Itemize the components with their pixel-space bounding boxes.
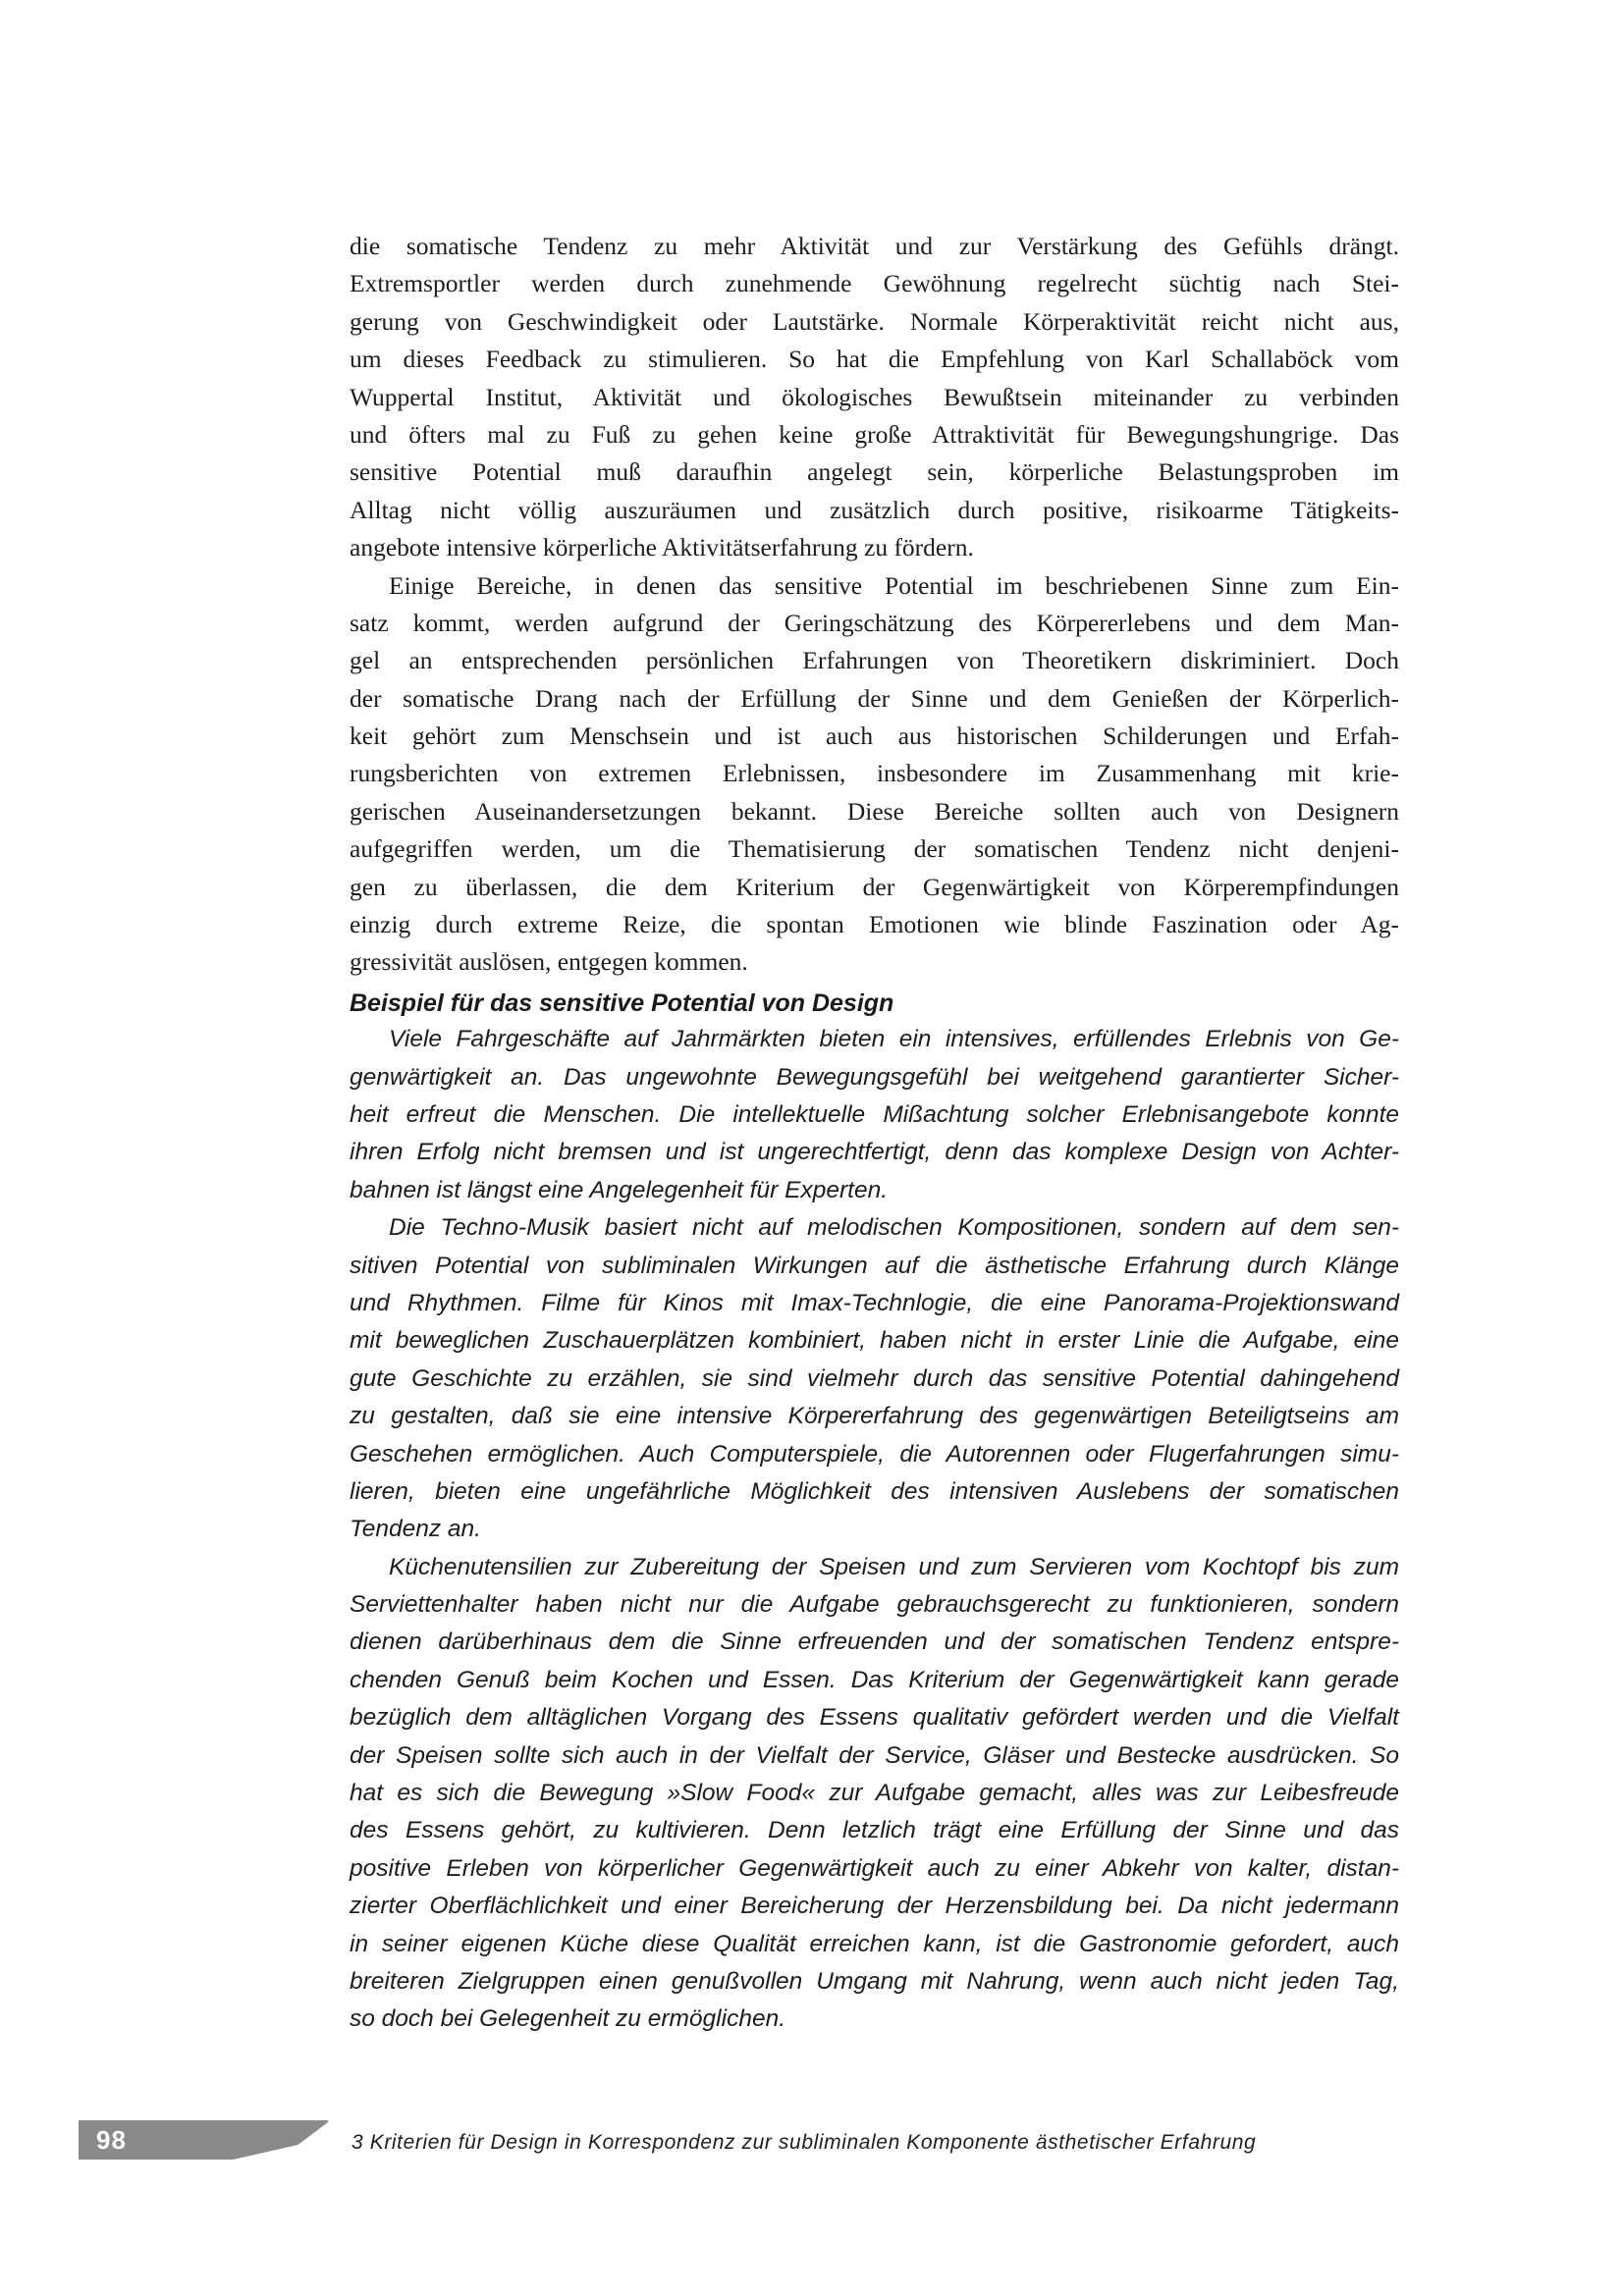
text-line: positive Erleben von körperlicher Gegenwärtigkeit auch zu einer Abkehr von kalter, distan- bbox=[350, 1854, 1399, 1882]
text-line: gerischen Auseinandersetzungen bekannt. Diese Bereiche sollten auch von Designern bbox=[350, 796, 1399, 826]
text-line: der somatische Drang nach der Erfüllung der Sinne und dem Genießen der Körperlich- bbox=[350, 683, 1399, 713]
body-text bbox=[350, 228, 1399, 2039]
text-line: chenden Genuß beim Kochen und Essen. Das Kriterium der Gegenwärtigkeit kann gerade bbox=[350, 1666, 1399, 1693]
text-line: die somatische Tendenz zu mehr Aktivität und zur Verstärkung des Gefühls drängt. bbox=[350, 232, 1399, 260]
text-line: gen zu überlassen, die dem Kriterium der Gegenwärtigkeit von Körperempfindungen bbox=[350, 872, 1399, 901]
example-paragraph bbox=[350, 1549, 1399, 2039]
text-line: zu gestalten, daß sie eine intensive Körpererfahrung des gegenwärtigen Beteiligtseins am bbox=[350, 1403, 1399, 1430]
text-line: aufgegriffen werden, um die Thematisierung der somatischen Tendenz nicht denjeni- bbox=[350, 834, 1399, 864]
text-line: keit gehört zum Menschsein und ist auch aus historischen Schilderungen und Erfah- bbox=[350, 721, 1399, 751]
text-line: dienen darüberhinaus dem die Sinne erfreuenden und der somatischen Tendenz entspre- bbox=[350, 1629, 1399, 1656]
paragraph bbox=[350, 228, 1399, 567]
text-line: angebote intensive körperliche Aktivitätserfahrung zu fördern. bbox=[350, 533, 974, 562]
text-line: einzig durch extreme Reize, die spontan Emotionen wie blinde Faszination oder Ag- bbox=[350, 910, 1399, 939]
text-line: um dieses Feedback zu stimulieren. So hat die Empfehlung von Karl Schallaböck vom bbox=[350, 345, 1399, 374]
text-line: Einige Bereiche, in denen das sensitive Potential im beschriebenen Sinne zum Ein- bbox=[389, 570, 1399, 600]
text-line: bezüglich dem alltäglichen Vorgang des Essens qualitativ gefördert werden und die Vielfalt bbox=[350, 1704, 1399, 1732]
paragraph bbox=[350, 567, 1399, 982]
text-line: genwärtigkeit an. Das ungewohnte Bewegungsgefühl bei weitgehend garantierter Sicher- bbox=[350, 1063, 1399, 1091]
text-line: so doch bei Gelegenheit zu ermöglichen. bbox=[350, 2005, 786, 2033]
text-line: und öfters mal zu Fuß zu gehen keine große Attraktivität für Bewegungshungrige. Das bbox=[350, 419, 1399, 449]
text-line: gressivität auslösen, entgegen kommen. bbox=[350, 947, 748, 977]
text-line: Die Techno-Musik basiert nicht auf melodischen Kompositionen, sondern auf dem sen- bbox=[389, 1214, 1399, 1242]
text-line: bahnen ist längst eine Angelegenheit für Experten. bbox=[350, 1176, 889, 1203]
text-line: Wuppertal Institut, Aktivität und ökologisches Bewußtsein miteinander zu verbinden bbox=[350, 382, 1399, 411]
text-line: lieren, bieten eine ungefährliche Möglichkeit des intensiven Auslebens der somatischen bbox=[350, 1477, 1399, 1505]
text-line: Alltag nicht völlig auszuräumen und zusätzlich durch positive, risikoarme Tätigkeits- bbox=[350, 495, 1399, 524]
text-line: sensitive Potential muß daraufhin angelegt sein, körperliche Belastungsproben im bbox=[350, 457, 1399, 487]
text-line: und Rhythmen. Filme für Kinos mit Imax-Technlogie, die eine Panorama-Projektionswand bbox=[350, 1289, 1399, 1316]
running-footer: 3 Kriterien für Design in Korrespondenz zur subliminalen Komponente ästhetischer Erfahrung bbox=[352, 2131, 1257, 2154]
text-line: zierter Oberflächlichkeit und einer Bereicherung der Herzensbildung bei. Da nicht jedermann bbox=[350, 1893, 1399, 1920]
text-line: ihren Erfolg nicht bremsen und ist ungerechtfertigt, denn das komplexe Design von Achter- bbox=[350, 1139, 1399, 1166]
text-line: satz kommt, werden aufgrund der Geringschätzung des Körpererlebens und dem Man- bbox=[350, 608, 1399, 637]
text-line: breiteren Zielgruppen einen genußvollen Umgang mit Nahrung, wenn auch nicht jeden Tag, bbox=[350, 1967, 1399, 1995]
text-line: hat es sich die Bewegung »Slow Food« zur Aufgabe gemacht, alles was zur Leibesfreude bbox=[350, 1780, 1399, 1807]
page-number: 98 bbox=[96, 2125, 127, 2155]
text-line: rungsberichten von extremen Erlebnissen, insbesondere im Zusammenhang mit krie- bbox=[350, 759, 1399, 788]
text-line: Extremsportler werden durch zunehmende Gewöhnung regelrecht süchtig nach Stei- bbox=[350, 269, 1399, 298]
text-line: des Essens gehört, zu kultivieren. Denn letzlich trägt eine Erfüllung der Sinne und das bbox=[350, 1817, 1399, 1844]
text-line: Serviettenhalter haben nicht nur die Aufgabe gebrauchsgerecht zu funktionieren, sondern bbox=[350, 1591, 1399, 1619]
example-paragraph bbox=[350, 1209, 1399, 1549]
text-line: der Speisen sollte sich auch in der Vielfalt der Service, Gläser und Bestecke ausdrücken. So bbox=[350, 1741, 1399, 1769]
text-line: gerung von Geschwindigkeit oder Lautstärke. Normale Körperaktivität reicht nicht aus, bbox=[350, 306, 1399, 336]
text-line: in seiner eigenen Küche diese Qualität erreichen kann, ist die Gastronomie gefordert, auch bbox=[350, 1930, 1399, 1957]
text-line: Geschehen ermöglichen. Auch Computerspiele, die Autorennen oder Flugerfahrungen simu- bbox=[350, 1440, 1399, 1468]
text-line: heit erfreut die Menschen. Die intellektuelle Mißachtung solcher Erlebnisangebote konnte bbox=[350, 1100, 1399, 1128]
text-line: sitiven Potential von subliminalen Wirkungen auf die ästhetische Erfahrung durch Klänge bbox=[350, 1252, 1399, 1279]
text-line: gute Geschichte zu erzählen, sie sind vielmehr durch das sensitive Potential dahingehend bbox=[350, 1364, 1399, 1392]
section-heading: Beispiel für das sensitive Potential von Design bbox=[350, 988, 894, 1017]
text-line: mit beweglichen Zuschauerplätzen kombiniert, haben nicht in erster Linie die Aufgabe, eine bbox=[350, 1327, 1399, 1355]
text-line: gel an entsprechenden persönlichen Erfahrungen von Theoretikern diskriminiert. Doch bbox=[350, 646, 1399, 675]
text-line: Küchenutensilien zur Zubereitung der Speisen und zum Servieren vom Kochtopf bis zum bbox=[389, 1553, 1399, 1580]
text-line: Viele Fahrgeschäfte auf Jahrmärkten bieten ein intensives, erfüllendes Erlebnis von Ge- bbox=[389, 1026, 1399, 1053]
example-paragraph bbox=[350, 1021, 1399, 1209]
text-line: Tendenz an. bbox=[350, 1516, 481, 1543]
